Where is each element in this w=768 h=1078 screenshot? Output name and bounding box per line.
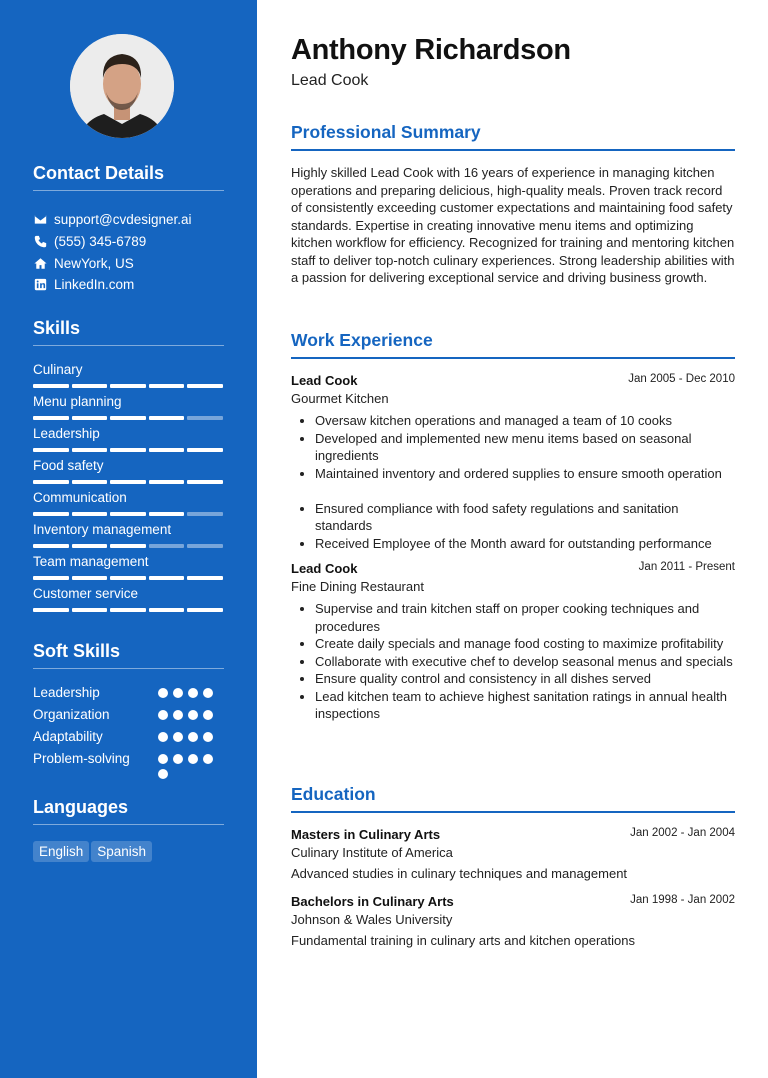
skills-list	[33, 362, 224, 622]
skill-level-segment	[110, 576, 146, 580]
skill-level-segment	[72, 448, 108, 452]
skill-level-bar	[33, 576, 224, 580]
skill-level-segment	[33, 480, 69, 484]
language-tag: Spanish	[91, 841, 152, 862]
contact-phone[interactable]	[33, 232, 146, 250]
skill-level-bar	[33, 416, 224, 420]
rating-dot	[188, 710, 198, 720]
skill-level-segment	[72, 480, 108, 484]
experience-heading-text: Work Experience	[291, 330, 433, 350]
degree: Bachelors in Culinary Arts	[291, 894, 454, 909]
home-icon	[33, 256, 47, 270]
soft-skill-rating	[158, 732, 218, 742]
education-entry	[291, 827, 735, 881]
profile-photo	[70, 34, 174, 138]
skill-level-bar	[33, 480, 224, 484]
rating-dot	[203, 754, 213, 764]
education-dates: Jan 1998 - Jan 2002	[630, 894, 735, 906]
skill-name: Menu planning	[33, 394, 122, 409]
soft-skill-rating	[158, 754, 218, 779]
education-heading	[291, 784, 735, 813]
bullet-item: • Received Employee of the Month award for outstanding performance	[315, 535, 735, 553]
skill-level-segment	[149, 512, 185, 516]
skill-level-segment	[33, 448, 69, 452]
contact-email[interactable]	[33, 210, 192, 228]
job-dates: Jan 2011 - Present	[638, 561, 735, 573]
summary-text: Highly skilled Lead Cook with 16 years of experience in managing kitchen operations and preparing delicious, high-quality meals. Proven track record of consistently exceeding customer expectations and maintaining food safety standards. Expertise in creating innovative menu items and optimizing kitchen workflow for efficiency. Recognized for training and mentoring kitchen staff to deliver top-notch culinary experiences. Strong leadership abilities with a passion for delivering exceptional service and driving business growth.	[291, 165, 735, 285]
skill-level-segment	[110, 512, 146, 516]
degree: Masters in Culinary Arts	[291, 827, 441, 842]
skill-level-segment	[187, 448, 223, 452]
summary-heading-text: Professional Summary	[291, 122, 481, 142]
school: Johnson & Wales University	[291, 912, 453, 927]
contact-email-text: support@cvdesigner.ai	[54, 211, 192, 227]
divider	[33, 345, 224, 346]
rating-dot	[158, 754, 168, 764]
envelope-icon	[33, 212, 47, 226]
skill-level-segment	[33, 544, 69, 548]
contact-section	[33, 160, 224, 191]
job-company: Gourmet Kitchen	[291, 391, 389, 406]
divider	[291, 811, 735, 813]
rating-dot	[158, 710, 168, 720]
skill-level-segment	[149, 480, 185, 484]
skill-level-segment	[149, 608, 185, 612]
rating-dot	[188, 732, 198, 742]
education-entry	[291, 894, 735, 948]
rating-dot	[173, 710, 183, 720]
soft-skill-rating	[158, 688, 218, 698]
rating-dot	[173, 688, 183, 698]
skill-level-segment	[72, 416, 108, 420]
skill-level-segment	[72, 384, 108, 388]
education-description: Fundamental training in culinary arts and kitchen operations	[291, 933, 635, 948]
languages-heading: Languages	[33, 797, 129, 817]
skill-item	[33, 522, 224, 548]
rating-dot	[203, 732, 213, 742]
skill-name: Culinary	[33, 362, 83, 377]
bullet-item: • Lead kitchen team to achieve highest sanitation ratings in annual health inspections	[315, 688, 735, 723]
education-description: Advanced studies in culinary techniques and management	[291, 866, 628, 881]
rating-dot	[173, 754, 183, 764]
contact-linkedin[interactable]	[33, 275, 134, 293]
divider	[33, 824, 224, 825]
skill-name: Team management	[33, 554, 149, 569]
rating-dot	[188, 688, 198, 698]
rating-dot	[173, 732, 183, 742]
skill-level-segment	[187, 576, 223, 580]
skill-level-segment	[149, 448, 185, 452]
bullet-item: • Collaborate with executive chef to develop seasonal menus and specials	[315, 653, 735, 671]
job-bullets	[291, 600, 735, 723]
job-title: Lead Cook	[291, 561, 358, 576]
skill-level-segment	[72, 576, 108, 580]
skill-level-bar	[33, 544, 224, 548]
job-dates: Jan 2005 - Dec 2010	[628, 373, 735, 385]
divider	[291, 357, 735, 359]
contact-phone-text: (555) 345-6789	[54, 233, 147, 249]
languages-list	[33, 841, 224, 862]
soft-skill-name: Leadership	[33, 685, 100, 700]
skill-item	[33, 586, 224, 612]
skill-level-segment	[72, 512, 108, 516]
skill-level-segment	[33, 384, 69, 388]
skill-level-segment	[110, 384, 146, 388]
divider	[33, 190, 224, 191]
linkedin-icon	[33, 277, 47, 291]
contact-location-text: NewYork, US	[54, 255, 134, 271]
skill-level-segment	[110, 608, 146, 612]
skill-name: Leadership	[33, 426, 100, 441]
language-tag: English	[33, 841, 89, 862]
bullet-item: • Ensured compliance with food safety regulations and sanitation standards	[315, 500, 735, 535]
rating-dot	[203, 688, 213, 698]
contact-location	[33, 254, 134, 272]
skill-item	[33, 490, 224, 516]
skill-level-segment	[187, 480, 223, 484]
skill-level-segment	[187, 416, 223, 420]
candidate-title: Lead Cook	[291, 72, 369, 89]
skills-section	[33, 315, 224, 346]
skill-level-bar	[33, 608, 224, 612]
job-entry	[291, 561, 735, 723]
rating-dot	[203, 710, 213, 720]
skill-level-bar	[33, 512, 224, 516]
skill-level-segment	[149, 416, 185, 420]
phone-icon	[33, 234, 47, 248]
divider	[291, 149, 735, 151]
soft-skill-item	[33, 750, 224, 768]
skill-level-segment	[187, 544, 223, 548]
skill-item	[33, 554, 224, 580]
skill-item	[33, 362, 224, 388]
candidate-name: Anthony Richardson	[291, 34, 571, 66]
divider	[33, 668, 224, 669]
soft-skill-rating	[158, 710, 218, 720]
job-company: Fine Dining Restaurant	[291, 579, 424, 594]
education-dates: Jan 2002 - Jan 2004	[630, 827, 735, 839]
bullet-item: • Ensure quality control and consistency in all dishes served	[315, 670, 735, 688]
soft-skill-name: Organization	[33, 707, 110, 722]
soft-skill-item	[33, 728, 224, 746]
job-entry	[291, 373, 735, 552]
sidebar	[0, 0, 257, 1078]
rating-dot	[158, 688, 168, 698]
skill-level-segment	[110, 448, 146, 452]
rating-dot	[158, 732, 168, 742]
job-bullets	[291, 412, 735, 552]
rating-dot	[158, 769, 168, 779]
soft-skills-heading: Soft Skills	[33, 641, 121, 661]
soft-skill-name: Problem-solving	[33, 751, 130, 766]
bullet-item: • Developed and implemented new menu items based on seasonal ingredients	[315, 430, 735, 465]
education-heading-text: Education	[291, 784, 376, 804]
skill-level-segment	[110, 480, 146, 484]
skills-heading: Skills	[33, 318, 81, 338]
rating-dot	[188, 754, 198, 764]
job-title: Lead Cook	[291, 373, 358, 388]
skill-level-segment	[187, 512, 223, 516]
contact-heading: Contact Details	[33, 163, 165, 183]
skill-level-segment	[149, 384, 185, 388]
skill-name: Customer service	[33, 586, 139, 601]
skill-level-bar	[33, 448, 224, 452]
skill-level-segment	[33, 576, 69, 580]
soft-skill-item	[33, 684, 224, 702]
skill-name: Communication	[33, 490, 127, 505]
skill-level-segment	[187, 608, 223, 612]
bullet-item: • Oversaw kitchen operations and managed a team of 10 cooks	[315, 412, 735, 430]
skill-level-segment	[33, 608, 69, 612]
soft-skill-name: Adaptability	[33, 729, 103, 744]
skill-level-segment	[110, 544, 146, 548]
skill-item	[33, 426, 224, 452]
skill-level-segment	[72, 608, 108, 612]
experience-heading	[291, 330, 735, 359]
soft-skill-item	[33, 706, 224, 724]
bullet-item: • Maintained inventory and ordered supplies to ensure smooth operation	[315, 465, 735, 483]
summary-heading	[291, 122, 735, 151]
bullet-item: • Create daily specials and manage food costing to maximize profitability	[315, 635, 735, 653]
school: Culinary Institute of America	[291, 845, 453, 860]
skill-level-segment	[72, 544, 108, 548]
skill-item	[33, 394, 224, 420]
soft-skills-list	[33, 684, 224, 784]
skill-level-segment	[33, 512, 69, 516]
languages-section	[33, 794, 224, 825]
bullet-item: • Supervise and train kitchen staff on proper cooking techniques and procedures	[315, 600, 735, 635]
skill-level-bar	[33, 384, 224, 388]
skill-level-segment	[33, 416, 69, 420]
skill-level-segment	[110, 416, 146, 420]
contact-list	[33, 210, 224, 300]
skill-level-segment	[187, 384, 223, 388]
skill-name: Food safety	[33, 458, 104, 473]
skill-level-segment	[149, 544, 185, 548]
skill-item	[33, 458, 224, 484]
skill-level-segment	[149, 576, 185, 580]
soft-skills-section	[33, 638, 224, 669]
contact-linkedin-text: LinkedIn.com	[54, 276, 135, 292]
skill-name: Inventory management	[33, 522, 172, 537]
